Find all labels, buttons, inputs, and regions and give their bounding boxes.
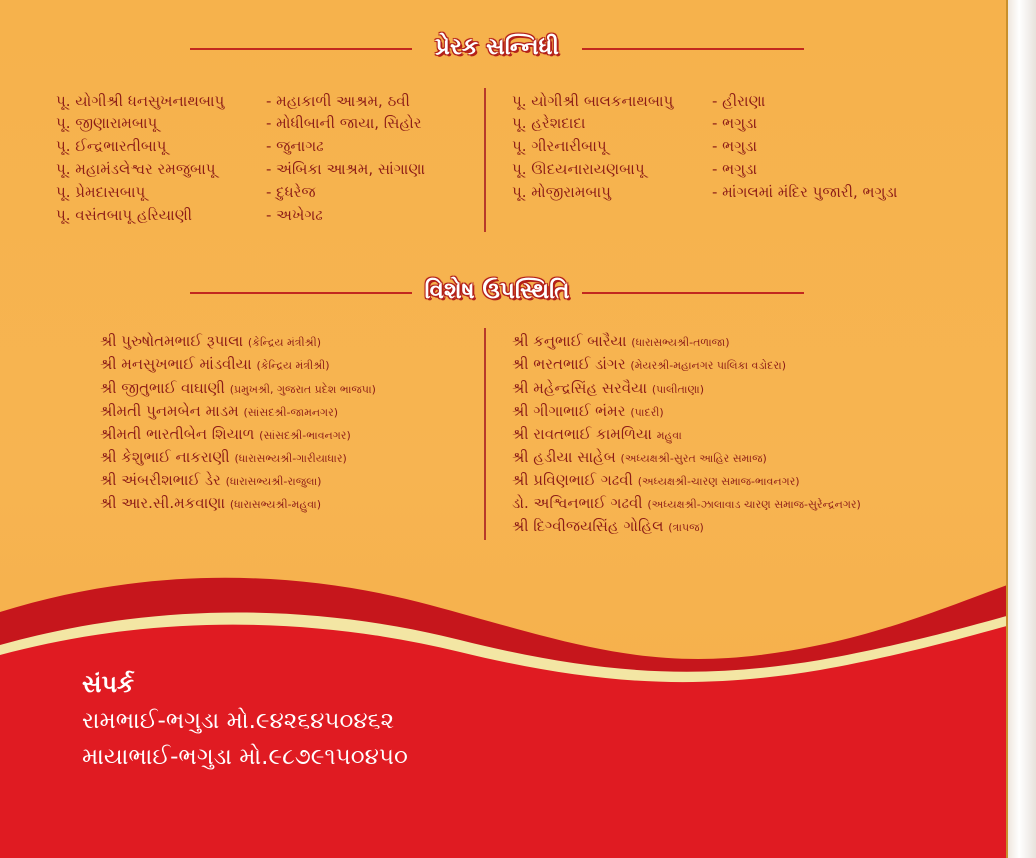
person-name: શ્રી આર.સી.મકવાણા	[100, 494, 226, 512]
list-item	[512, 353, 786, 375]
list-item	[512, 400, 664, 422]
person-post: (ધારાસભ્યશ્રી-ગારીયાધાર)	[234, 452, 347, 465]
list-item	[512, 469, 800, 491]
person-name: શ્રી પ્રવિણભાઈ ગઢવી	[512, 471, 633, 489]
list-item	[100, 492, 321, 514]
person-name: શ્રી હડીયા સાહેબ	[512, 448, 616, 466]
list-item	[100, 446, 347, 468]
person-name: પૂ. હરેશદાદા	[512, 114, 586, 132]
person-post: મહુવા	[656, 429, 682, 442]
person-name: પૂ. પ્રેમદાસબાપૂ	[56, 183, 146, 201]
person-name: શ્રીમતી પુનમબેન માડમ	[100, 402, 239, 420]
person-place: - માંગલમાં મંદિર પુજારી, ભગુડા	[712, 183, 898, 201]
person-post: (ત્રાપજ)	[668, 521, 704, 534]
person-post: (પાદરી)	[630, 406, 664, 419]
person-place: - ભગુડા	[712, 114, 758, 132]
list-item	[512, 515, 704, 537]
person-place: - અખેગઢ	[266, 206, 323, 224]
column-divider	[484, 88, 486, 232]
person-post: (મેયરશ્રી-મહાનગર પાલિકા વડોદરા)	[630, 359, 786, 372]
person-post: (ધારાસભ્યશ્રી-મહુવા)	[229, 498, 322, 511]
person-post: (ધારાસભ્યશ્રી-તળાજા)	[631, 336, 730, 349]
person-name: પૂ. ઊદયનારાયણબાપૂ	[512, 160, 645, 178]
person-name: શ્રી જીતુભાઈ વાઘાણી	[100, 379, 225, 397]
column-divider	[484, 328, 486, 540]
list-item	[512, 492, 861, 514]
person-name: પૂ. યોગીશ્રી બાલકનાથબાપુ	[512, 92, 674, 110]
list-item	[100, 330, 321, 352]
section-heading-prerak	[190, 34, 804, 64]
person-name: પૂ. મહામંડલેશ્વર રમજુબાપૂ	[56, 160, 216, 178]
person-post: (કેન્દ્રિય મંત્રીશ્રી)	[256, 359, 330, 372]
section-title: પ્રેરક સન્નિધી	[435, 34, 559, 60]
contact-line: માયાભાઈ-ભગુડા મો.૯૮૭૯૧૫૦૪૫૦	[82, 744, 408, 770]
person-name: શ્રી મહેન્દ્રસિંહ સરવૈયા	[512, 379, 648, 397]
person-post: (કેન્દ્રિય મંત્રીશ્રી)	[247, 336, 322, 349]
person-post: (સાંસદશ્રી-ભાવનગર)	[259, 429, 351, 442]
person-post: (પ્રમુખશ્રી, ગુજરાત પ્રદેશ ભાજપા)	[229, 383, 376, 396]
list-item	[512, 446, 767, 468]
person-name: પૂ. યોગીશ્રી ધનસુખનાથબાપુ	[56, 92, 225, 110]
person-name: શ્રી રાવતભાઈ કામળિયા	[512, 425, 652, 443]
person-post: (અધ્યક્ષશ્રી-ચારણ સમાજ-ભાવનગર)	[637, 475, 800, 488]
page-edge	[1008, 0, 1036, 858]
list-item	[512, 330, 730, 352]
person-place: - જુનાગઢ	[266, 137, 324, 155]
person-place: - અંબિકા આશ્રમ, સાંગાણા	[266, 160, 426, 178]
list-item	[100, 469, 321, 491]
person-name: ડો. અશ્વિનભાઈ ગઢવી	[512, 494, 643, 512]
person-post: (ધારાસભ્યશ્રી-રાજુલા)	[225, 475, 322, 488]
person-name: શ્રીમતી ભારતીબેન શિયાળ	[100, 425, 255, 443]
section-title: વિશેષ ઉપસ્થિતિ	[424, 278, 570, 304]
person-name: શ્રી ભરતભાઈ ડાંગર	[512, 355, 626, 373]
person-post: (અધ્યક્ષશ્રી-સુરત આહિર સમાજ)	[620, 452, 767, 465]
list-item	[100, 353, 330, 375]
section-heading-vishesh	[190, 278, 804, 308]
person-name: શ્રી કનુભાઈ બારૈયા	[512, 332, 627, 350]
contact-line: રામભાઈ-ભગુડા મો.૯૪૨૬૪૫૦૪૬૨	[82, 708, 395, 734]
contact-title: સંપર્ક	[82, 670, 134, 698]
list-item	[512, 423, 682, 445]
person-name: શ્રી દિગ્વીજયસિંહ ગોહિલ	[512, 517, 664, 535]
person-name: શ્રી પુરુષોતમભાઈ રૂપાલા	[100, 332, 244, 350]
list-item	[100, 377, 376, 399]
person-name: પૂ. વસંતબાપૂ હરિયાણી	[56, 206, 193, 224]
person-name: શ્રી મનસુખભાઈ માંડવીયા	[100, 355, 252, 373]
person-name: શ્રી અંબરીશભાઈ ડેર	[100, 471, 221, 489]
person-name: પૂ. ગીરનારીબાપૂ	[512, 137, 607, 155]
person-name: પૂ. ઈન્દ્રભારતીબાપૂ	[56, 137, 167, 155]
list-item	[100, 423, 351, 445]
person-name: પૂ. મોજીરામબાપુ	[512, 183, 611, 201]
person-name: શ્રી કેશુભાઈ નાકરાણી	[100, 448, 230, 466]
heading-rule-right	[582, 292, 804, 294]
heading-rule-right	[582, 48, 804, 50]
person-post: (અધ્યક્ષશ્રી-ઝાલાવાડ ચારણ સમાજ-સુરેન્દ્રનગર)	[647, 498, 861, 511]
list-item	[100, 400, 338, 422]
person-name: પૂ. જીણારામબાપૂ	[56, 114, 158, 132]
person-place: - મોધીબાની જાયા, સિહોર	[266, 114, 422, 132]
person-name: શ્રી ગીગાભાઈ ભંમર	[512, 402, 626, 420]
person-place: - હીરાણા	[712, 92, 766, 110]
person-place: - ભગુડા	[712, 160, 758, 178]
person-post: (પાલીતાણા)	[651, 383, 705, 396]
person-place: - દુધરેજ	[266, 183, 316, 201]
person-post: (સાંસદશ્રી-જામનગર)	[243, 406, 339, 419]
person-place: - મહાકાળી આશ્રમ, ઠવી	[266, 92, 410, 110]
list-item	[512, 377, 704, 399]
person-place: - ભગુડા	[712, 137, 758, 155]
